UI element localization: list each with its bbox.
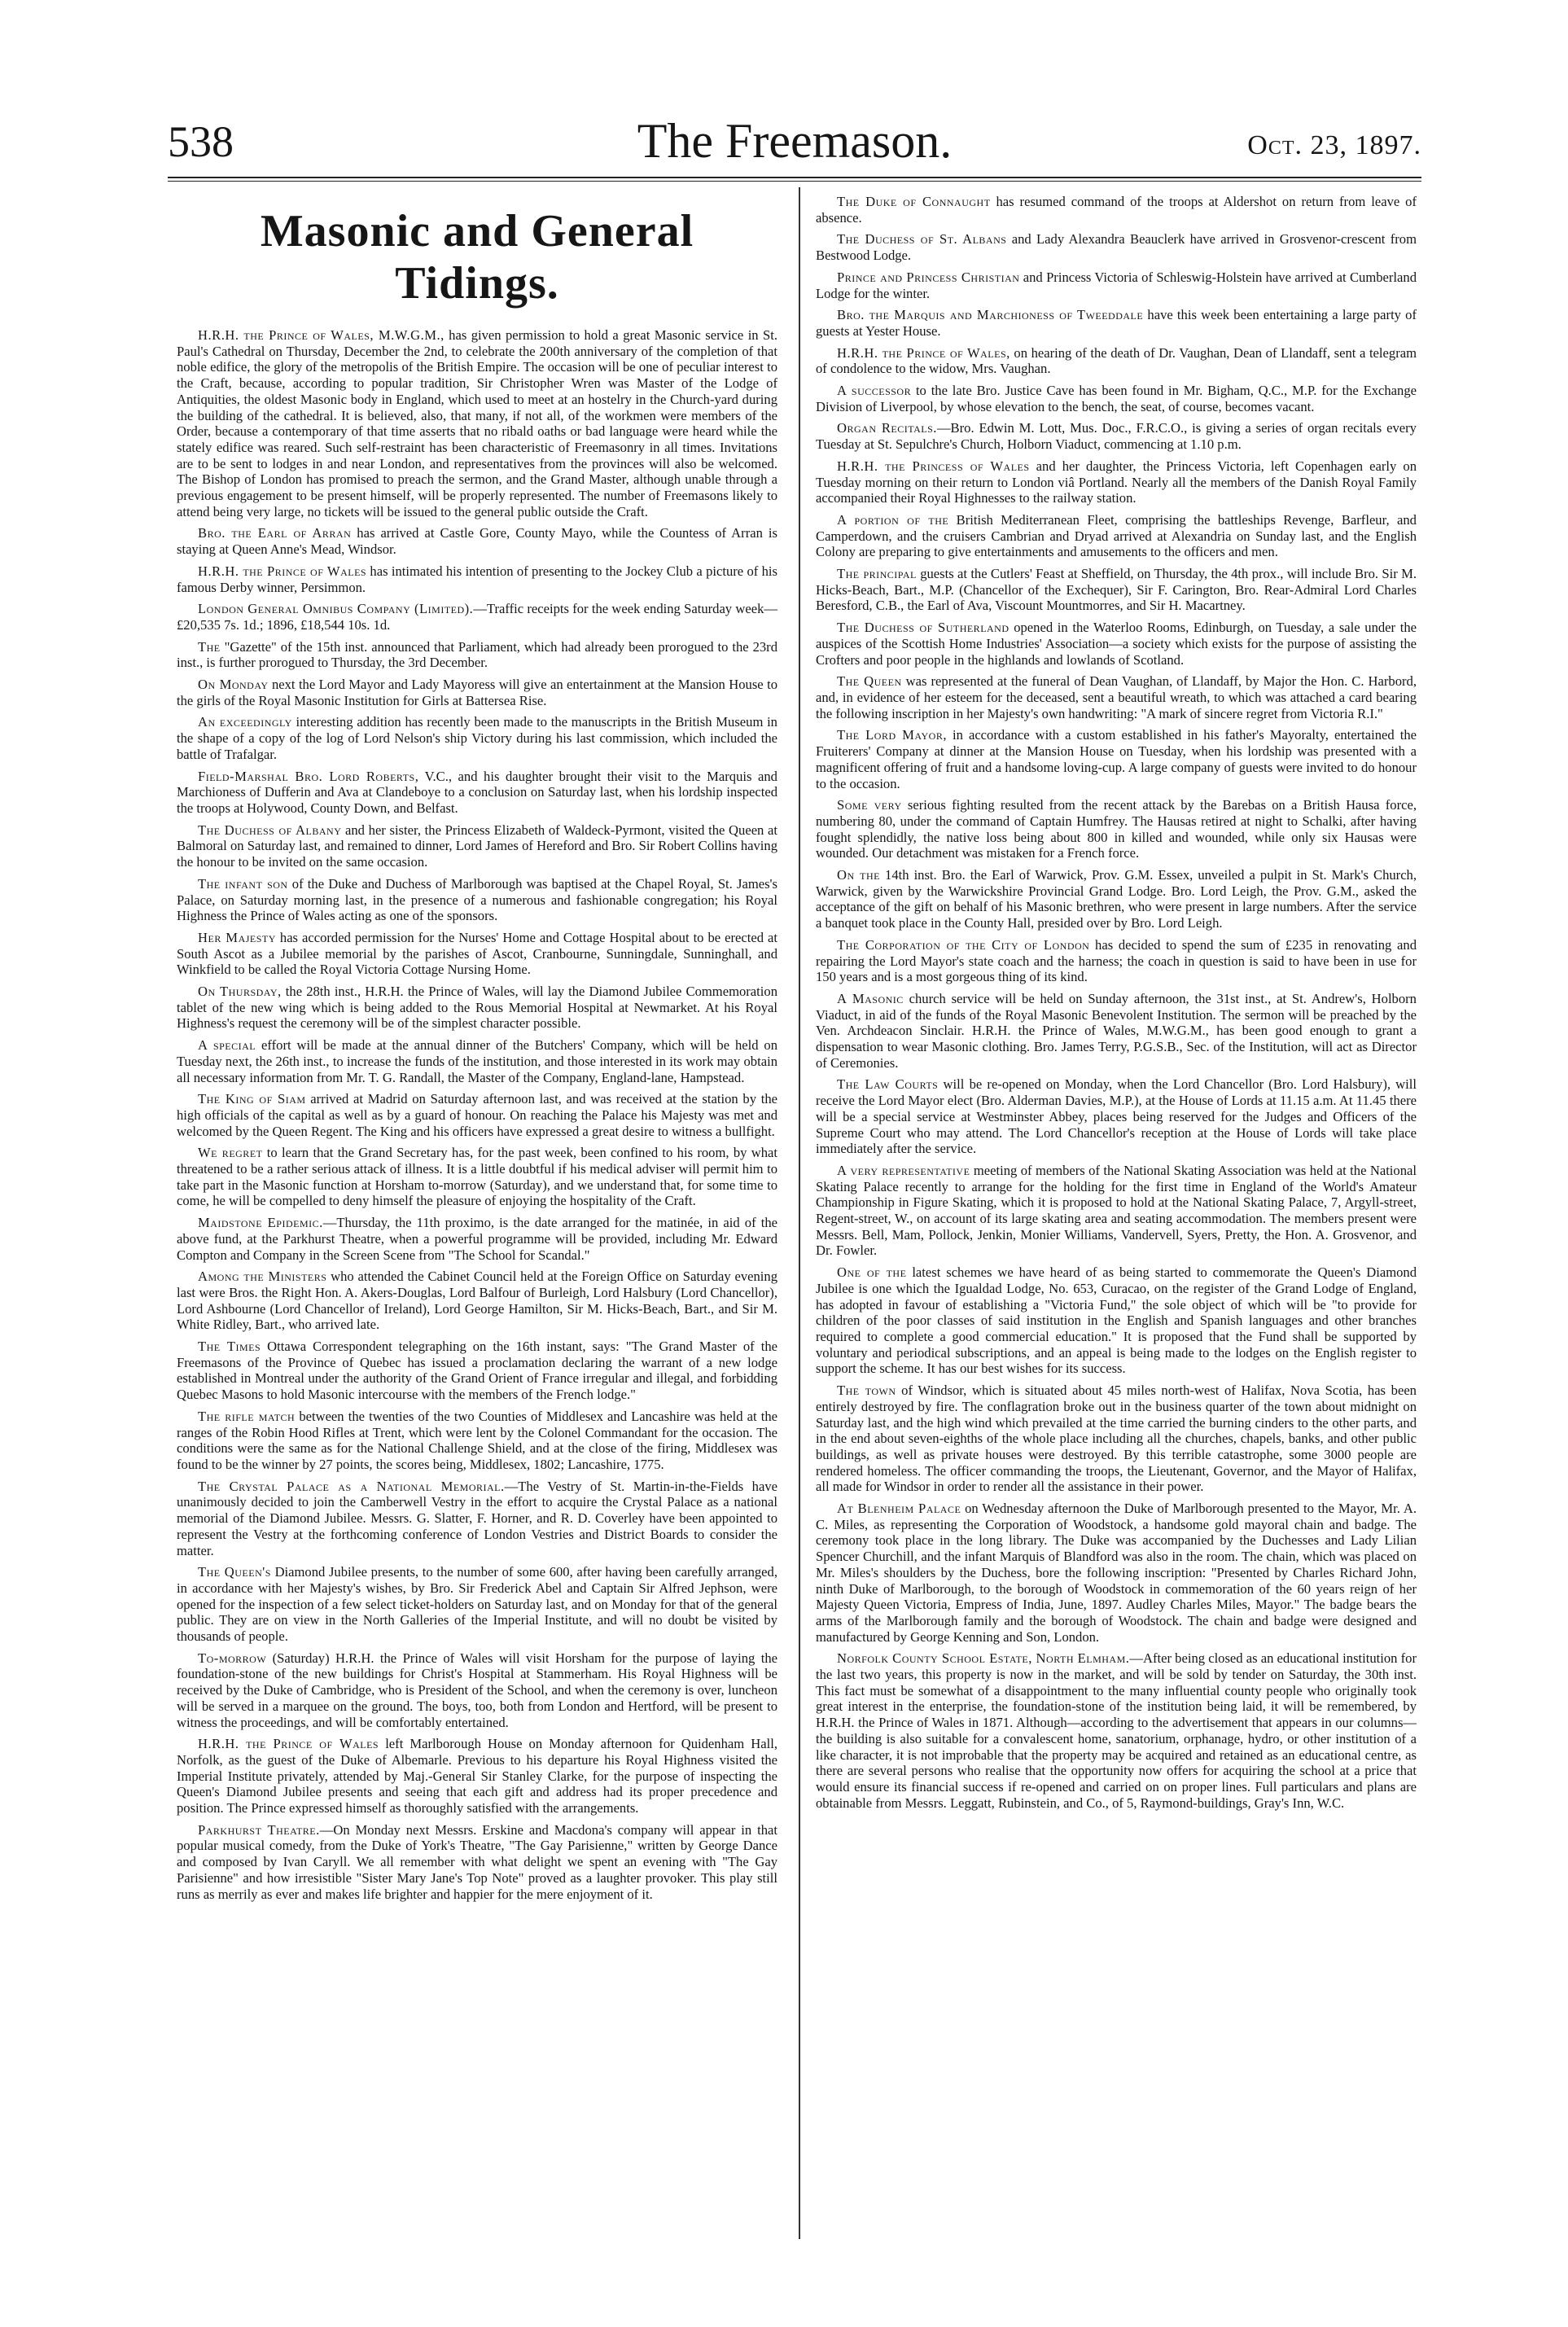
news-paragraph — [177, 677, 777, 708]
news-paragraph — [177, 1822, 777, 1903]
paragraph-text: Ottawa Correspondent telegraphing on the 16th instant, says: "The Grand Master of the Freemasons of the Province of Quebec has issued a proclamation declaring the warrant of a new lodge established in Montreal under the authority of the Grand Orient of France irregular and illegal, and forbidding Quebec Masons to hold Masonic intercourse with the members of the French lodge." — [177, 1339, 777, 1403]
paragraph-lead: Her Majesty — [198, 929, 276, 945]
paragraph-lead: On Monday — [198, 677, 269, 693]
paragraph-lead: One of the — [837, 1264, 907, 1281]
paragraph-lead: Organ Recitals. — [837, 420, 937, 436]
paragraph-text: left Marlborough House on Monday afternoon for Quidenham Hall, Norfolk, as the guest of the Duke of Albemarle. Previous to his departure his Royal Highness visited the Imperial Institute privately, attended by Maj.-General Sir Stanley Clarke, for the purpose of inspecting the Queen's Diamond Jubilee presents and seeing that each gift and address had its proper precedence and position. The Prince expressed himself as thoroughly satisfied with the arrangements. — [177, 1736, 777, 1816]
news-paragraph — [177, 639, 777, 671]
paragraph-text: church service will be held on Sunday afternoon, the 31st inst., at St. Andrew's, Holborn Viaduct, in aid of the funds of the Royal Masonic Benevolent Institution. The sermon will be preached by the Ven. Archdeacon Sinclair. H.R.H. the Prince of Wales, M.W.G.M., has been good enough to grant a dispensation to wear Masonic clothing. Bro. James Terry, P.G.S.B., Sec. of the Institution, will act as Director of Ceremonies. — [816, 990, 1417, 1071]
paragraph-text: and her sister, the Princess Elizabeth of Waldeck-Pyrmont, visited the Queen at Balmoral on Saturday last, and remained to dinner, Lord James of Hereford and Bro. Sir Robert Collins having the honour to be invited on the same occasion. — [177, 822, 777, 870]
news-paragraph — [177, 327, 777, 519]
paragraph-text: —Traffic receipts for the week ending Saturday week—£20,535 7s. 1d.; 1896, £18,544 10s. 1d. — [177, 601, 777, 633]
news-paragraph — [816, 673, 1417, 721]
paragraph-lead: The Lord Mayor, — [837, 727, 947, 743]
news-paragraph — [177, 1215, 777, 1263]
paragraph-text: interesting addition has recently been made to the manuscripts in the British Museum in the shape of a copy of the log of Lord Nelson's ship Victory during his last commission, which included the battle of Trafalgar. — [177, 714, 777, 762]
paragraph-lead: H.R.H. the Prince of Wales, — [837, 344, 1010, 361]
paragraph-text: —Bro. Edwin M. Lott, Mus. Doc., F.R.C.O., is giving a series of organ recitals every Tuesday at St. Sepulchre's Church, Holborn Viaduct, commencing at 1.10 p.m. — [816, 420, 1417, 453]
paragraph-lead: London General Omnibus Company (Limited). — [198, 601, 474, 617]
news-paragraph — [816, 1076, 1417, 1157]
column-divider — [799, 187, 800, 2239]
news-paragraph — [177, 1650, 777, 1731]
news-paragraph — [177, 525, 777, 557]
paragraph-lead: The Duchess of Sutherland — [837, 620, 1010, 636]
paragraph-text: meeting of members of the National Skating Association was held at the National Skating Palace recently to arrange for the holding for the first time in England of the World's Amateur Championship in Figure Skating, which it is proposed to hold at the National Skating Palace, 7, Argyll-street, Regent-street, W., on account of its large skating area and seating accommodation. The members present were Messrs. Bell, Mam, Pollock, Jenkin, Monier Williams, Vandervell, Syers, Pretty, the Hon. A. Grosvenor, and Dr. Fowler. — [816, 1162, 1417, 1259]
news-paragraph — [177, 822, 777, 870]
news-paragraph — [177, 563, 777, 595]
news-paragraph — [816, 194, 1417, 226]
news-paragraph — [177, 876, 777, 924]
news-paragraph — [177, 1564, 777, 1645]
paragraph-text: has intimated his intention of presenting to the Jockey Club a picture of his famous Derby winner, Persimmon. — [177, 563, 777, 595]
paragraph-lead: A very representative — [837, 1162, 970, 1178]
page-header — [168, 112, 1421, 176]
paragraph-lead: A portion of the — [837, 511, 949, 528]
news-paragraph — [177, 984, 777, 1032]
paragraph-lead: Field-Marshal Bro. Lord Roberts, — [198, 768, 419, 784]
section-headline: Masonic and General Tidings. — [260, 206, 694, 309]
paragraph-text: has accorded permission for the Nurses' Home and Cottage Hospital about to be erected at South Ascot as a Jubilee memorial by the parishes of Ascot, Cranbourne, Sunningdale, Sunninghall, and Winkfield to be called the Royal Victoria Cottage Nursing Home. — [177, 929, 777, 978]
paragraph-lead: The Corporation of the City of London — [837, 936, 1090, 953]
news-paragraph — [816, 307, 1417, 339]
paragraph-text: on hearing of the death of Dr. Vaughan, Dean of Llandaff, sent a telegram of condolence to the widow, Mrs. Vaughan. — [816, 344, 1417, 377]
paragraph-lead: H.R.H. the Prince of Wales — [198, 1736, 379, 1752]
news-paragraph — [177, 1091, 777, 1139]
paragraph-text: next the Lord Mayor and Lady Mayoress will give an entertainment at the Mansion House to the girls of the Royal Masonic Institution for Girls at Battersea Rise. — [177, 677, 777, 708]
paragraph-lead: The — [198, 638, 221, 655]
news-paragraph — [816, 727, 1417, 791]
news-paragraph — [177, 1409, 777, 1473]
paragraph-lead: To-morrow — [198, 1650, 267, 1666]
news-paragraph — [816, 231, 1417, 263]
paragraph-text: (Saturday) H.R.H. the Prince of Wales will visit Horsham for the purpose of laying the foundation-stone of the new buildings for Christ's Hospital at Stammerham. His Royal Highness will be received by the Duke of Cambridge, who is President of the School, and when the ceremony is over, luncheon will be served in a marquee on the ground. The boys, too, both from London and Hertford, will be present to witness the proceedings, and will be comfortably entertained. — [177, 1650, 777, 1730]
header-rule — [168, 177, 1421, 178]
paragraph-lead: The King of Siam — [198, 1091, 306, 1107]
paragraph-text: and her daughter, the Princess Victoria, left Copenhagen early on Tuesday morning on their return to London viâ Portland. Nearly all the members of the Danish Royal Family accompanied their Royal Highnesses to the railway station. — [816, 458, 1417, 506]
right-column-paragraphs — [816, 194, 1417, 1811]
paragraph-text: of Windsor, which is situated about 45 miles north-west of Halifax, Nova Scotia, has been entirely destroyed by fire. The conflagration broke out in the business quarter of the town about midnight on Saturday last, and the high wind which prevailed at the time carried the burning cinders to the other parts, and in the end about seven-eighths of the whole place including all the churches, chapels, banks, and other public buildings, as well as private houses were destroyed. By this terrible catastrophe, some 3000 people are rendered homeless. The officer commanding the troops, the Lieutenant, Governor, and the Mayor of Halifax, all made for Windsor in order to render all the assistance in their power. — [816, 1383, 1417, 1495]
paragraph-text: has given permission to hold a great Masonic service in St. Paul's Cathedral on Thursday, December the 2nd, to celebrate the 200th anniversary of the completion of that noble edifice, the glory of the metropolis of the British Empire. The occasion will be one of peculiar interest to the Craft, because, according to popular tradition, Sir Christopher Wren was Master of the Lodge of Antiquities, the oldest Masonic body in England, which used to meet at an hostelry in the Church-yard during the building of the cathedral. It is believed, also, that many, if not all, of the workmen were members of the Order, because a contemporary of that time asserts that no ribald oaths or bad language were heard while the stately edifice was reared. Such self-restraint has been characteristic of Freemasonry in all times. Invitations are to be sent to lodges in and near London, and representatives from the provinces will also be welcomed. The Bishop of London has promised to preach the sermon, and the Grand Master, although unable through a previous engagement to be present himself, will be properly represented. The number of Freemasons likely to attend being very large, no tickets will be issued to the general public outside the Craft. — [177, 327, 777, 519]
news-paragraph — [177, 601, 777, 633]
news-paragraph — [816, 1163, 1417, 1259]
paragraph-lead: An exceedingly — [198, 714, 292, 730]
news-paragraph — [177, 1339, 777, 1403]
news-paragraph — [816, 620, 1417, 668]
paragraph-lead: A special — [198, 1037, 256, 1054]
paragraph-text: —Thursday, the 11th proximo, is the date arranged for the matinée, in aid of the above fund, at the Parkhurst Theatre, when a powerful programme will be provided, including Mr. Edward Compton and Company in the Screen Scene from "The School for Scandal." — [177, 1215, 777, 1263]
paragraph-lead: On Thursday, — [198, 984, 282, 1000]
paragraph-lead: A Masonic — [837, 990, 904, 1006]
paragraph-lead: The infant son — [198, 875, 288, 892]
paragraph-text: V.C., and his daughter brought their visit to the Marquis and Marchioness of Dufferin and Ava at Clandeboye to a conclusion on Saturday last, when his lordship inspected the troops at Holywood, County Down, and Belfast. — [177, 768, 777, 816]
paragraph-text: "Gazette" of the 15th inst. announced that Parliament, which had already been prorogued to the 23rd inst., is further prorogued to Thursday, the 3rd December. — [177, 638, 777, 671]
paragraph-text: to the late Bro. Justice Cave has been found in Mr. Bigham, Q.C., M.P. for the Exchange Division of Liverpool, by whose elevation to the bench, the seat, of course, becomes vacant. — [816, 383, 1417, 414]
paragraph-lead: Some very — [837, 797, 902, 813]
news-paragraph — [177, 1269, 777, 1333]
paragraph-text: guests at the Cutlers' Feast at Sheffield, on Thursday, the 4th prox., will include Bro. Sir M. Hicks-Beach, Bart., M.P. (Chancellor of the Exchequer), Sir F. Carington, Bro. Rear-Admiral Lord Charles Beresford, C.B., the Earl of Ava, Viscount Mountmorres, and Sir H. Macartney. — [816, 566, 1417, 614]
news-paragraph — [177, 769, 777, 817]
news-paragraph — [816, 566, 1417, 614]
paragraph-lead: Maidstone Epidemic. — [198, 1215, 323, 1231]
page-number: 538 — [168, 117, 234, 166]
news-paragraph — [177, 1037, 777, 1085]
paragraph-text: has arrived at Castle Gore, County Mayo, while the Countess of Arran is staying at Queen Anne's Mead, Windsor. — [177, 525, 777, 558]
paragraph-text: between the twenties of the two Counties of Middlesex and Lancashire was held at the ranges of the Robin Hood Rifles at Trent, which were lent by the Colonel Commandant for the occasion. The conditions were the same as for the National Challenge Shield, and at the close of the firing, Middlesex was found to be the winner by 27 points, the scores being, Middlesex, 1802; Lancashire, 1775. — [177, 1408, 777, 1472]
paragraph-lead: Among the Ministers — [198, 1269, 327, 1285]
header-rule-thin — [168, 181, 1421, 182]
paragraph-text: —The Vestry of St. Martin-in-the-Fields have unanimously decided to join the Camberwell Vestry in the effort to acquire the Crystal Palace as a national memorial of the Diamond Jubilee. Messrs. G. Slatter, F. Horner, and R. D. Coverley have been appointed to represent the Vestry at the forthcoming conference of London Vestries and District Boards to consider the matter. — [177, 1478, 777, 1558]
paragraph-text: effort will be made at the annual dinner of the Butchers' Company, which will be held on Tuesday next, the 26th inst., to increase the funds of the institution, and those interested in its work may obtain all necessary information from Mr. T. G. Randall, the Master of the Company, England-lane, Hampstead. — [177, 1037, 778, 1085]
paragraph-lead: The Queen's — [198, 1564, 271, 1580]
news-paragraph — [177, 714, 777, 762]
paragraph-lead: H.R.H. the Prince of Wales, M.W.G.M., — [198, 327, 445, 343]
news-paragraph — [816, 345, 1417, 377]
paragraph-text: serious fighting resulted from the recent attack by the Barebas on a British Hausa force, numbering 80, under the command of Captain Humfrey. The Hausas retired at night to Schalki, after having fought splendidly, the native loss being about 800 in killed and wounded, while only six Hausas were wounded. Our detachment was mistaken for a French force. — [816, 797, 1417, 861]
news-paragraph — [816, 937, 1417, 985]
paragraph-lead: The town — [837, 1383, 896, 1399]
paragraph-lead: Parkhurst Theatre. — [198, 1821, 320, 1838]
paragraph-text: 14th inst. Bro. the Earl of Warwick, Prov. G.M. Essex, unveiled a pulpit in St. Mark's Church, Warwick, given by the Warwickshire Provincial Grand Lodge. Bro. Lord Leigh, the Prov. G.M., asked the acceptance of the gift on behalf of his Masonic brethren, who were present in large numbers. After the service a banquet took place in the County Hall, presided over by Bro. Lord Leigh. — [816, 867, 1417, 931]
paragraph-text: has resumed command of the troops at Aldershot on return from leave of absence. — [816, 194, 1417, 226]
paragraph-text: arrived at Madrid on Saturday afternoon last, and was received at the station by the high officials of the capital as well as by a guard of honour. On reaching the Palace his Majesty was met and welcomed by the Queen Regent. The King and his officers have expressed a great desire to witness a bullfight. — [177, 1091, 777, 1139]
news-paragraph — [816, 383, 1417, 414]
paragraph-lead: H.R.H. the Prince of Wales — [198, 563, 367, 579]
paragraph-text: was represented at the funeral of Dean Vaughan, of Llandaff, by Major the Hon. C. Harbord, and, in evidence of her esteem for the deceased, sent a beautiful wreath, to which was attached a card bearing the following inscription in her Majesty's own handwriting: "A mark of sincere regret from Victoria R.I." — [816, 673, 1417, 721]
news-paragraph — [816, 1264, 1417, 1377]
paragraph-text: —On Monday next Messrs. Erskine and Macdona's company will appear in that popular musical comedy, from the Duke of York's Theatre, "The Gay Parisienne," written by George Dance and composed by Ivan Caryll. We all remember with what delight we spent an evening with "The Gay Parisienne" and how irresistible "Sister Mary Jane's Top Note" proved as a laughter provoker. This play still runs as merrily as ever and makes life brighter and happier for the mere enjoyment of it. — [177, 1821, 777, 1902]
paragraph-text: Diamond Jubilee presents, to the number of some 600, after having been carefully arranged, in accordance with her Majesty's wishes, by Bro. Sir Frederick Abel and Captain Sir Alfred Jephson, were opened for the inspection of a few select ticket-holders on Saturday last, and on Monday for that of the general public. They are on view in the North Galleries of the Imperial Institute, and will no doubt be visited by thousands of people. — [177, 1564, 777, 1645]
news-paragraph — [816, 1650, 1417, 1811]
publication-title: The Freemason. — [637, 114, 953, 168]
paragraph-text: who attended the Cabinet Council held at the Foreign Office on Saturday evening last were Bros. the Right Hon. A. Akers-Douglas, Lord Balfour of Burleigh, Lord Halsbury (Lord Chancellor), Lord Ashbourne (Lord Chancellor of Ireland), Lord George Hamilton, Sir M. Hicks-Beach, Bart., and Sir M. White Ridley, Bart., who arrived late. — [177, 1269, 777, 1333]
left-column-paragraphs — [177, 327, 777, 1902]
news-paragraph — [177, 1145, 777, 1209]
paragraph-text: has decided to spend the sum of £235 in renovating and repairing the Lord Mayor's state coach and the harness; the coach in question is said to have been in use for 150 years and is a most gorgeous thing of its kind. — [816, 936, 1417, 985]
news-paragraph — [816, 1501, 1417, 1645]
news-paragraph — [816, 797, 1417, 861]
paragraph-lead: The Duke of Connaught — [837, 194, 991, 209]
paragraph-lead: The Duchess of Albany — [198, 822, 342, 838]
paragraph-lead: The rifle match — [198, 1408, 296, 1424]
paragraph-text: of the Duke and Duchess of Marlborough was baptised at the Chapel Royal, St. James's Palace, on Saturday morning last, in the presence of a numerous and fashionable congregation; his Royal Highness the Prince of Wales acting as one of the sponsors. — [177, 875, 777, 924]
news-paragraph — [177, 1479, 777, 1559]
paragraph-lead: The Crystal Palace as a National Memorial. — [198, 1478, 505, 1494]
paragraph-lead: The Times — [198, 1339, 261, 1355]
news-paragraph — [177, 1736, 777, 1816]
news-paragraph — [816, 512, 1417, 560]
news-paragraph — [816, 458, 1417, 506]
paragraph-text: on Wednesday afternoon the Duke of Marlborough presented to the Mayor, Mr. A. C. Miles, as representing the Corporation of Woodstock, a handsome gold mayoral chain and badge. The ceremony took place in the long library. The Duke was accompanied by the Duchesses and Lady Lilian Spencer Churchill, and the infant Marquis of Blandford was also in the room. The chain, which was placed on Mr. Miles's shoulders by the Duchess, bore the following inscription: "Presented by Charles Richard John, ninth Duke of Marlborough, to the borough of Woodstock in commemoration of the 60 years reign of her Majesty Queen Victoria, Empress of India, June, 1897. Audley Charles Miles, Mayor." The badge bears the arms of the Marlborough family and the borough of Woodstock. The chain and badge were designed and manufactured by George Kenning and Son, London. — [816, 1501, 1417, 1645]
paragraph-text: opened in the Waterloo Rooms, Edinburgh, on Tuesday, a sale under the auspices of the Scottish Home Industries' Association—a society which exists for the purpose of assisting the Crofters and poor people in the highlands and lowlands of Scotland. — [816, 620, 1417, 668]
paragraph-text: have this week been entertaining a large party of guests at Yester House. — [816, 307, 1417, 339]
paragraph-text: and Lady Alexandra Beauclerk have arrived in Grosvenor-crescent from Bestwood Lodge. — [816, 231, 1417, 264]
news-paragraph — [816, 991, 1417, 1071]
news-paragraph — [816, 420, 1417, 452]
news-paragraph — [816, 1383, 1417, 1495]
paragraph-lead: Bro. the Marquis and Marchioness of Tweeddale — [837, 307, 1144, 323]
paragraph-lead: The Queen — [837, 673, 902, 690]
paragraph-text: British Mediterranean Fleet, comprising the battleships Revenge, Barfleur, and Camperdown, and the cruisers Cambrian and Dryad arrived at Alexandria on Sunday last, and the English Colony are preparing to give entertainments and amusements to the officers and men. — [816, 511, 1417, 560]
paragraph-lead: Prince and Princess Christian — [837, 269, 1020, 285]
paragraph-lead: The Duchess of St. Albans — [837, 231, 1007, 248]
news-paragraph — [177, 930, 777, 978]
paragraph-text: will be re-opened on Monday, when the Lord Chancellor (Bro. Lord Halsbury), will receive the Lord Mayor elect (Bro. Alderman Davies, M.P.), at the House of Lords at 11.15 a.m. At 11.45 there will be a special service at Westminster Abbey, places being reserved for the Judges and Officers of the Supreme Court who may attend. The Lord Chancellor's reception at the House of Lords will take place immediately after the service. — [816, 1076, 1417, 1157]
issue-date: Oct. 23, 1897. — [1247, 130, 1421, 160]
paragraph-lead: Norfolk County School Estate, North Elmham. — [837, 1650, 1130, 1667]
paragraph-lead: We regret — [198, 1145, 263, 1161]
left-column — [177, 205, 777, 1908]
paragraph-text: latest schemes we have heard of as being started to commemorate the Queen's Diamond Jubilee is one which the Igualdad Lodge, No. 653, Curacao, on the register of the Grand Lodge of England, has adopted in favour of establishing a "Victoria Fund," the sole object of which will be "to provide for children of the poor classes of said institution in the English and Spanish languages and other branches required to complete a good commercial education." It is proposed that the Fund shall be supported by voluntary and periodical subscriptions, and an appeal is being made to the lodges on the English register to support the scheme. It has our best wishes for its success. — [816, 1264, 1417, 1377]
paragraph-text: in accordance with a custom established in his father's Mayoralty, entertained the Fruiterers' Company at dinner at the Mansion House on Tuesday, when his lordship was presented with a magnificent offering of fruit and a handsome loving-cup. A large company of guests were invited to do honour to the occasion. — [816, 727, 1417, 791]
paragraph-lead: At Blenheim Palace — [837, 1501, 961, 1517]
paragraph-text: and Princess Victoria of Schleswig-Holstein have arrived at Cumberland Lodge for the winter. — [816, 269, 1417, 301]
paragraph-text: to learn that the Grand Secretary has, for the past week, been confined to his room, by what threatened to be a rather serious attack of illness. It is a little doubtful if his medical adviser will permit him to take part in the Masonic function at Horsham to-morrow (Saturday), and we understand that, for some time to come, he will be compelled to deny himself the pleasure of enjoying the hospitality of the Craft. — [177, 1145, 777, 1209]
paragraph-lead: The Law Courts — [837, 1076, 939, 1093]
news-paragraph — [816, 867, 1417, 931]
paragraph-lead: The principal — [837, 566, 917, 582]
right-column — [816, 194, 1417, 1816]
paragraph-text: —After being closed as an educational institution for the last two years, this property is now in the market, and will be sold by tender on Saturday, the 30th inst. This fact must be somewhat of a disappointment to the many influential county people who originally took great interest in the enterprise, the foundation-stone of the institution being laid, it will be remembered, by H.R.H. the Prince of Wales in 1871. Although—according to the advertisement that appears in our columns—the building is also suitable for a convalescent home, sanatorium, orphanage, hydro, or other institution of a like character, it is not improbable that the property may be acquired and retained as an educational centre, as there are several persons who realise that the opportunity now offers for acquiring the school at a price that would ensure its financial success if re-opened and carried on on proper lines. Full particulars and plans are obtainable from Messrs. Leggatt, Rubinstein, and Co., of 5, Raymond-buildings, Gray's Inn, W.C. — [816, 1650, 1417, 1811]
news-paragraph — [816, 270, 1417, 301]
paragraph-lead: A successor — [837, 383, 912, 399]
paragraph-lead: H.R.H. the Princess of Wales — [837, 458, 1030, 474]
paragraph-text: the 28th inst., H.R.H. the Prince of Wales, will lay the Diamond Jubilee Commemoration tablet of the new wing which is being added to the Rous Memorial Hospital at Newmarket. At his Royal Highness's request the ceremony will be of the simplest character possible. — [177, 984, 777, 1032]
paragraph-lead: Bro. the Earl of Arran — [198, 525, 352, 541]
paragraph-lead: On the — [837, 867, 881, 883]
